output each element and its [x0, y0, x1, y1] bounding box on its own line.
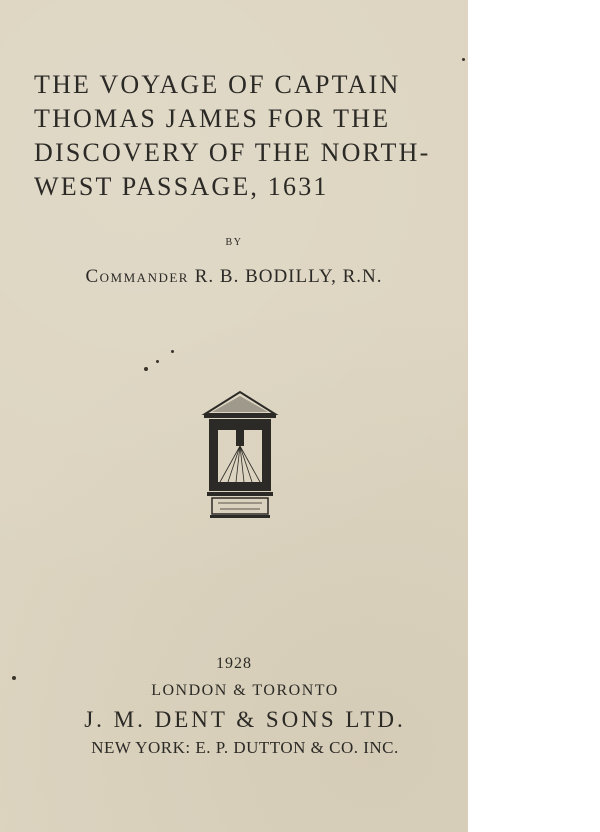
- sundial-emblem-icon: [200, 388, 280, 522]
- ink-speck: [12, 676, 16, 680]
- imprint-american-publisher: NEW YORK: E. P. DUTTON & CO. INC.: [91, 738, 399, 757]
- imprint-cities: LONDON & TORONTO: [151, 682, 339, 699]
- publication-year: 1928: [216, 655, 252, 672]
- ink-speck: [144, 367, 148, 371]
- ink-speck: [462, 58, 465, 61]
- ink-speck: [171, 350, 174, 353]
- by-line: BY: [225, 237, 243, 248]
- book-title: THE VOYAGE OF CAPTAIN THOMAS JAMES FOR THE DISCOVERY OF THE NORTH- WEST PASSAGE, 1631: [34, 70, 431, 201]
- author-line: [0, 266, 468, 288]
- author-name: R. B. BODILLY, R.N.: [194, 266, 383, 287]
- imprint-publisher: J. M. DENT & SONS LTD.: [84, 707, 406, 732]
- author-rank: Commander: [85, 266, 189, 287]
- ink-speck: [156, 360, 159, 363]
